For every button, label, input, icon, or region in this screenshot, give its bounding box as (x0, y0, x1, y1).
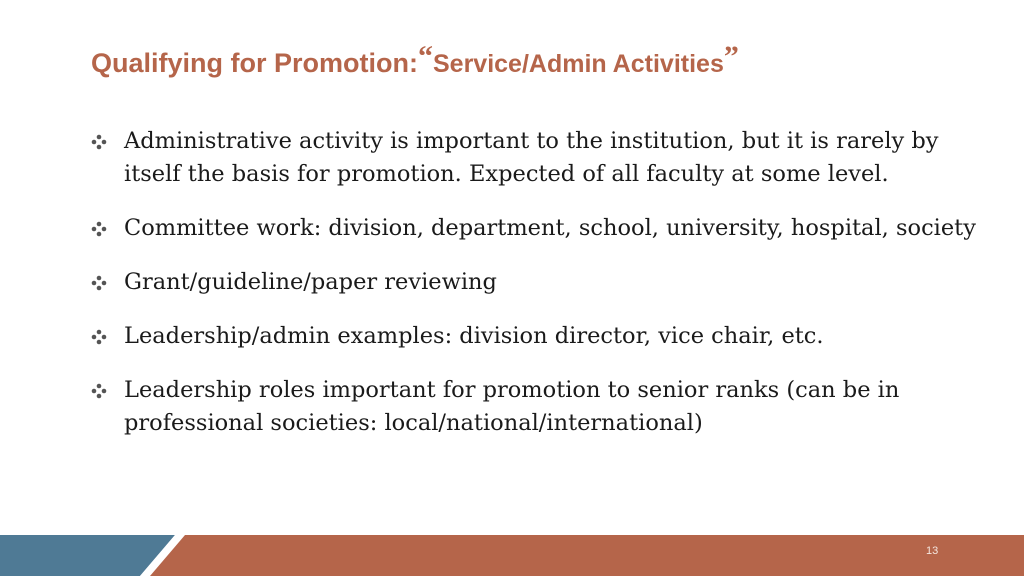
bullet-list (90, 125, 990, 461)
slide-title (91, 40, 739, 80)
footer-bar (0, 535, 1024, 576)
diamond-dots-icon (90, 382, 108, 400)
diamond-dots-icon (90, 274, 108, 292)
close-quote: ” (723, 40, 739, 73)
footer-orange-segment (150, 535, 1024, 576)
bullet-text: Committee work: division, department, school, university, hospital, society (124, 215, 976, 241)
diamond-dots-icon (90, 220, 108, 238)
title-subtitle: Service/Admin Activities (432, 50, 724, 78)
title-main: Qualifying for Promotion: (91, 48, 418, 78)
bullet-item (90, 125, 990, 191)
diamond-dots-icon (90, 133, 108, 151)
bullet-item (90, 266, 990, 299)
bullet-item (90, 374, 990, 440)
open-quote: “ (417, 40, 433, 73)
bullet-text: Leadership roles important for promotion to senior ranks (can be in professional societies: local/national/international) (124, 377, 900, 436)
page-number: 13 (926, 545, 939, 557)
bullet-item (90, 212, 990, 245)
bullet-item (90, 320, 990, 353)
bullet-text: Leadership/admin examples: division director, vice chair, etc. (124, 323, 824, 349)
bullet-text: Grant/guideline/paper reviewing (124, 269, 497, 295)
bullet-text: Administrative activity is important to the institution, but it is rarely by itself the basis for promotion. Expected of all faculty at some level. (124, 128, 939, 187)
diamond-dots-icon (90, 328, 108, 346)
